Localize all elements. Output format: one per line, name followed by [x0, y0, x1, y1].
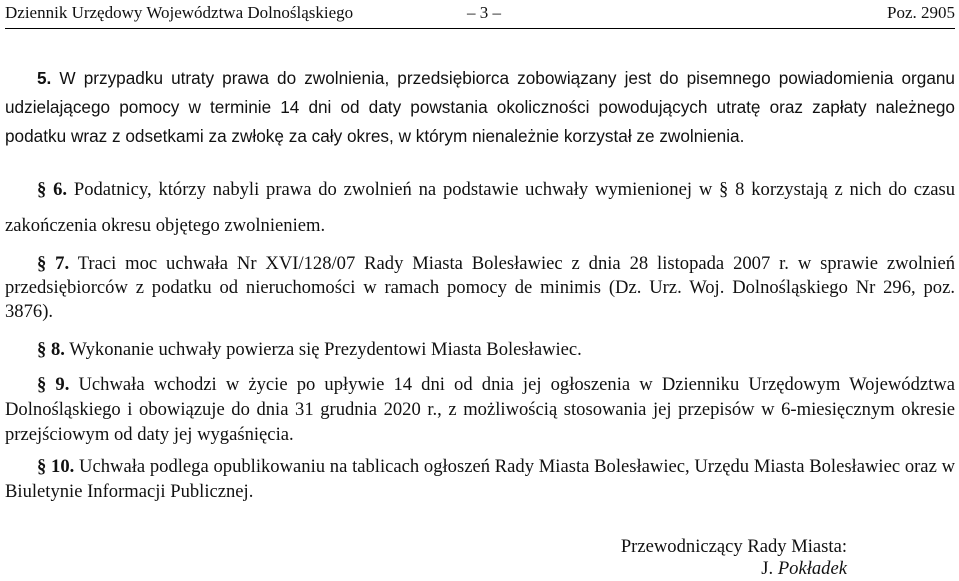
signature-name — [761, 557, 847, 581]
journal-title: Dziennik Urzędowy Województwa Dolnośląskiego — [5, 3, 354, 22]
paragraph-7-number: § 7. — [37, 253, 70, 274]
paragraph-5-text: W przypadku utraty prawa do zwolnienia, przedsiębiorca zobowiązany jest do pisemnego powiadomienia organu udzielającego pomocy w terminie 14 dni od daty powstania okoliczności powodujących utratę oraz zapłaty należnego podatku wraz z odsetkami za zwłokę za cały okres, w którym nienależnie korzystał ze zwolnienia. — [5, 68, 955, 146]
paragraph-6 — [5, 172, 955, 244]
paragraph-5 — [5, 64, 955, 151]
paragraph-9-text: Uchwała wchodzi w życie po upływie 14 dni od dnia jej ogłoszenia w Dzienniku Urzędowym Województwa Dolnośląskiego i obowiązuje do dnia 31 grudnia 2020 r., z możliwością stosowania jej przepisów w 6-miesięcznym okresie przejściowym od daty jej wygaśnięcia. — [5, 374, 955, 445]
paragraph-7-text: Traci moc uchwała Nr XVI/128/07 Rady Miasta Bolesławiec z dnia 28 listopada 2007 r. w sprawie zwolnień przedsiębiorców z podatku od nieruchomości w ramach pomocy de minimis (Dz. Urz. Woj. Dolnośląskiego Nr 296, poz. 3876). — [5, 253, 956, 322]
paragraph-9 — [5, 372, 955, 447]
paragraph-5-number: 5. — [37, 68, 52, 88]
page-number: – 3 – — [467, 3, 501, 22]
paragraph-10-number: § 10. — [37, 456, 75, 477]
paragraph-6-text: Podatnicy, którzy nabyli prawa do zwolnień na podstawie uchwały wymienionej w § 8 korzystają z nich do czasu zakończenia okresu objętego zwolnieniem. — [5, 179, 956, 236]
document-page — [5, 0, 955, 580]
paragraph-7 — [5, 252, 955, 324]
paragraph-10-text: Uchwała podlega opublikowaniu na tablicach ogłoszeń Rady Miasta Bolesławiec, Urzędu Miasta Bolesławiec oraz w Biuletynie Informacji Publicznej. — [5, 456, 955, 502]
page-header — [5, 0, 955, 29]
signature-title: Przewodniczący Rady Miasta: — [620, 536, 847, 557]
paragraph-9-number: § 9. — [37, 374, 70, 395]
paragraph-8 — [5, 337, 955, 363]
signature-initial: J. — [761, 558, 774, 579]
paragraph-8-number: § 8. — [37, 339, 65, 360]
position-number: Poz. 2905 — [887, 3, 955, 22]
paragraph-10 — [5, 454, 955, 504]
paragraph-6-number: § 6. — [37, 179, 68, 200]
signature-surname: Pokładek — [777, 558, 847, 579]
paragraph-8-text: Wykonanie uchwały powierza się Prezydentowi Miasta Bolesławiec. — [69, 339, 582, 360]
